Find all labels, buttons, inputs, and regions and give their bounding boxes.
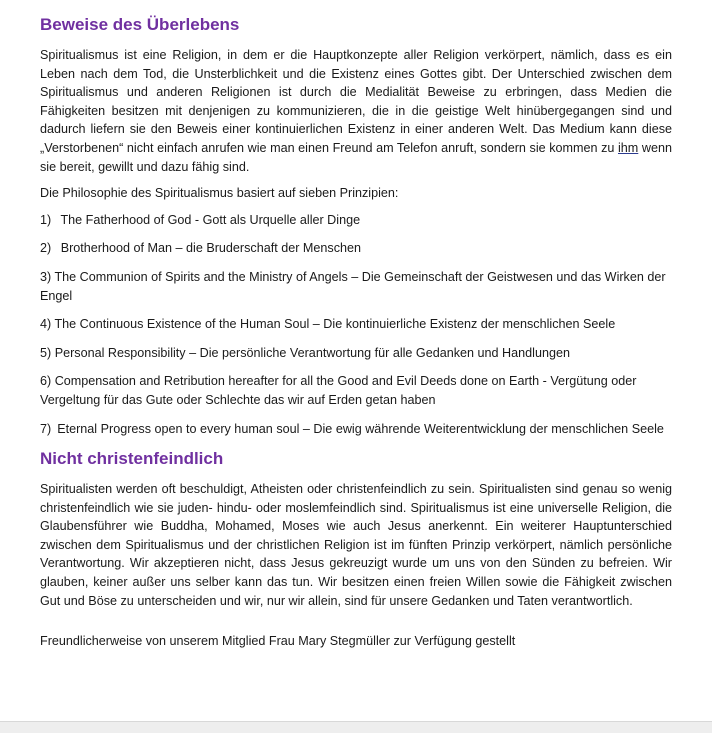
page-bottom-strip [0, 722, 712, 733]
principles-list [40, 211, 672, 438]
principle-number: 2) [40, 241, 52, 256]
principle-number: 3) [40, 269, 52, 284]
principle-item-4 [40, 315, 672, 334]
principle-text: The Continuous Existence of the Human Soul – Die kontinuierliche Existenz der menschlichen Seele [54, 317, 616, 332]
principle-text: The Fatherhood of God - Gott als Urquelle aller Dinge [60, 212, 361, 227]
intro-text-after: wenn sie bereit, gewillt und dazu fähig sind. [40, 140, 672, 174]
principle-text: The Communion of Spirits and the Ministry of Angels – Die Gemeinschaft der Geistwesen und das Wirken der Engel [40, 269, 666, 303]
principle-item-6 [40, 372, 672, 409]
section-heading-survival-evidence: Beweise des Überlebens [40, 15, 240, 34]
section-heading-not-anti-christian: Nicht christenfeindlich [40, 449, 224, 469]
principle-number: 7) [40, 421, 52, 436]
principle-text: Eternal Progress open to every human soul – Die ewig währende Weiterentwicklung der menschlichen Seele [57, 421, 664, 436]
intro-paragraph [40, 46, 672, 176]
principle-item-5 [40, 344, 672, 363]
principle-text: Compensation and Retribution hereafter for all the Good and Evil Deeds done on Earth - Vergütung oder Vergeltung für das Gute oder Schlechte das wir auf Erden getan haben [40, 374, 637, 407]
principle-text: Personal Responsibility – Die persönliche Verantwortung für alle Gedanken und Handlungen [54, 345, 570, 360]
principle-number: 5) [40, 345, 52, 360]
principles-intro: Die Philosophie des Spiritualismus basiert auf sieben Prinzipien: [40, 186, 399, 201]
underlined-word: ihm [618, 140, 639, 155]
credit-line: Freundlicherweise von unserem Mitglied Frau Mary Stegmüller zur Verfügung gestellt [40, 634, 516, 649]
principle-item-2 [40, 239, 672, 258]
principle-item-1 [40, 211, 672, 230]
principle-number: 6) [40, 374, 52, 389]
principle-number: 4) [40, 317, 52, 332]
principle-item-7 [40, 420, 672, 439]
anti-christian-paragraph: Spiritualisten werden oft beschuldigt, Atheisten oder christenfeindlich zu sein. Spiritualisten sind genau so wenig christenfeindlich wie sie juden- hindu- oder moslemfeindlich sind. Spiritualismus ist eine universelle Religion, die Glaubensführer wie Buddha, Mohamed, Moses wie auch Jesus anerkennt. Ein weiterer Hauptunterschied zwischen dem Spiritualismus und der christlichen Religion ist im fünften Prinzip verkörpert, nämlich persönliche Verantwortung. Wir akzeptieren nicht, dass Jesus gekreuzigt wurde um uns von den Sünden zu befreien. Wir glauben, keiner außer uns selber kann das tun. Wir besitzen einen freien Willen sowie die Fähigkeit zwischen Gut und Böse zu unterscheiden und wir, nur wir allein, sind für unsere Gedanken und Taten verantwortlich. [40, 482, 672, 608]
principle-text: Brotherhood of Man – die Bruderschaft der Menschen [60, 241, 362, 256]
principle-item-3 [40, 268, 672, 305]
intro-text-before: Spiritualismus ist eine Religion, in dem er die Hauptkonzepte aller Religion verkörpert, nämlich, dass es ein Leben nach dem Tod, die Unsterblichkeit und die Existenz eines Gottes gibt. Der Unterschied zwischen dem Spiritualismus und anderen Religionen ist durch die Medialität Beweise zu erbringen, dass Medien die Fähigkeiten besitzen mit denjenigen zu kommunizieren, die in die geistige Welt hinübergegangen sind und dadurch liefern sie den Beweis einer kontinuierlichen Existenz in einer anderen Welt. Das Medium kann diese „Verstorbenen“ nicht einfach anrufen wie man einen Freund am Telefon anruft, sondern sie kommen zu [40, 48, 672, 155]
principle-number: 1) [40, 212, 52, 227]
